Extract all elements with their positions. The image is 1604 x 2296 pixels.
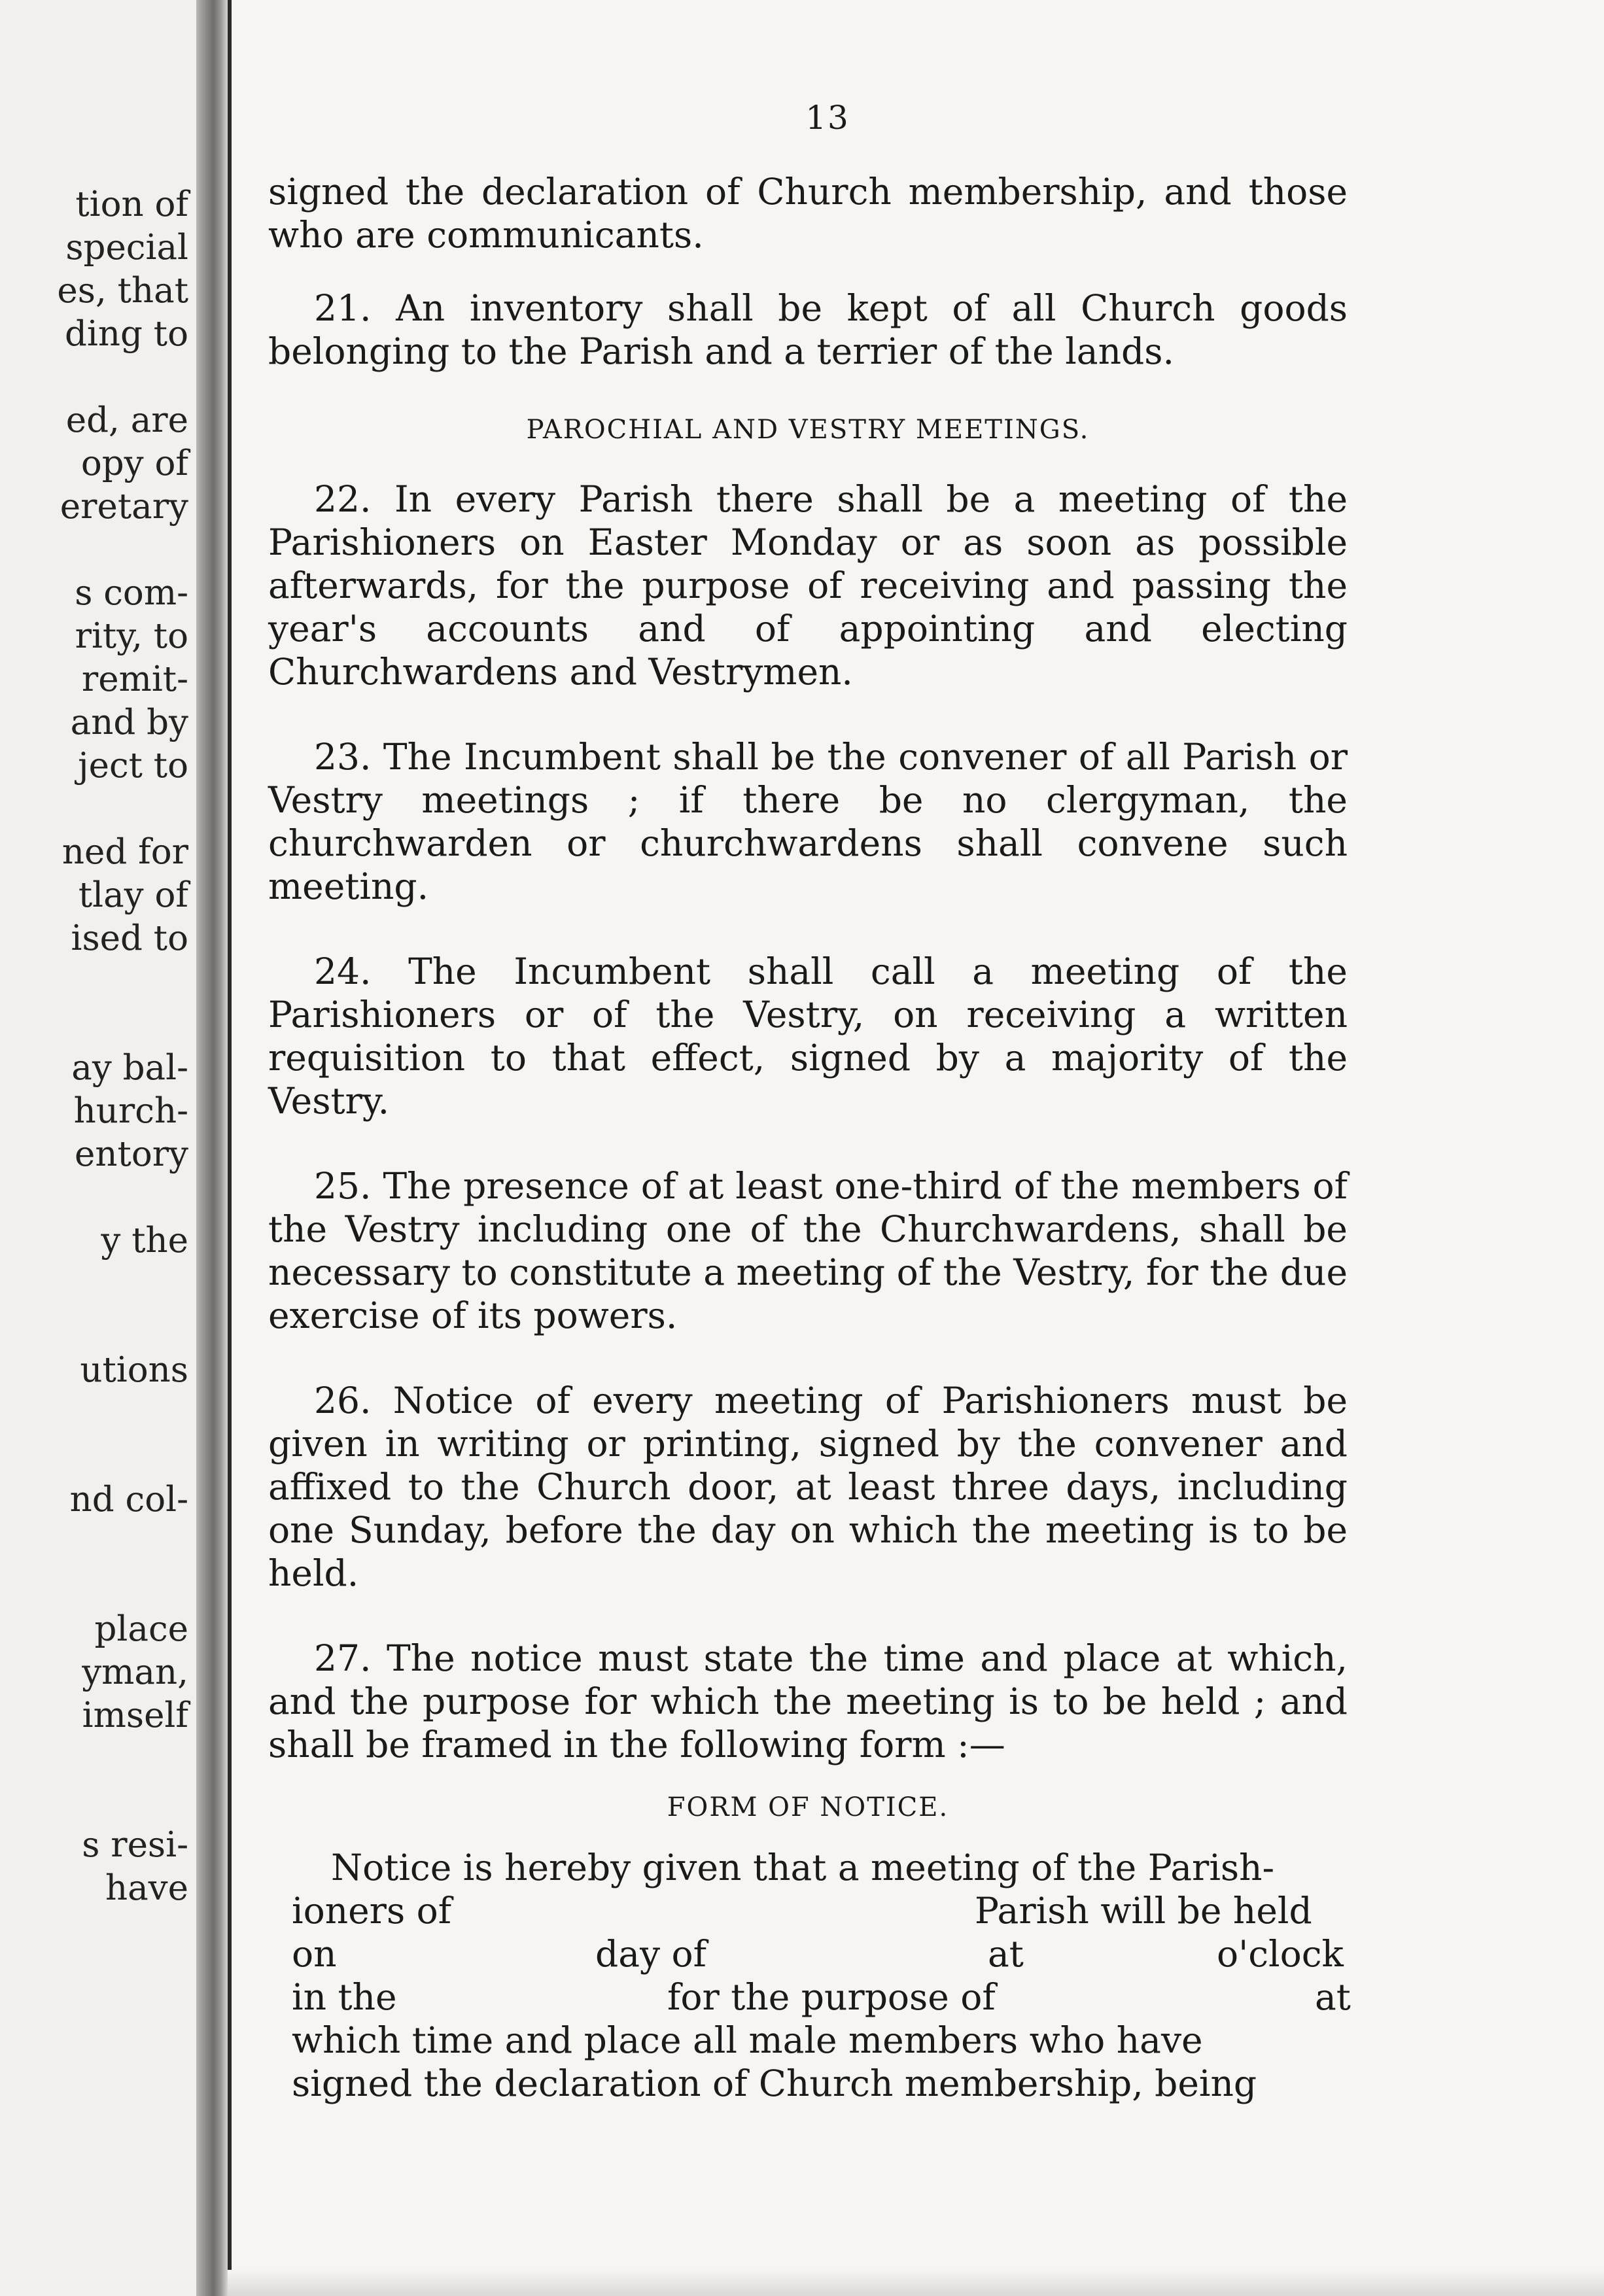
- page-edge: [228, 0, 232, 2296]
- facing-page-text-fragment: utions: [80, 1350, 188, 1390]
- paragraph-26: 26. Notice of every meeting of Parishioners must be given in writing or printing, signed by the convener and affixed to the Church door, at least three days, including one Sunday, before the day on which the meeting is to be held.: [268, 1380, 1348, 1594]
- facing-page-text-fragment: have: [105, 1868, 188, 1908]
- facing-page-text-fragment: ject to: [78, 746, 188, 786]
- section-heading-meetings: PAROCHIAL AND VESTRY MEETINGS.: [526, 415, 1090, 445]
- facing-page-text-fragment: ay bal-: [71, 1048, 188, 1088]
- facing-page-text-fragment: yman,: [82, 1652, 188, 1692]
- facing-page-text-fragment: s com-: [75, 573, 188, 613]
- facing-page-text-fragment: ed, are: [65, 400, 188, 440]
- form-line-5: which time and place all male members who have: [292, 2019, 1203, 2061]
- facing-page-text-fragment: entory: [75, 1134, 188, 1174]
- form-line-1: Notice is hereby given that a meeting of the Parish-: [331, 1847, 1275, 1888]
- paragraph-22: 22. In every Parish there shall be a meeting of the Parishioners on Easter Monday or as soon as possible afterwards, for the purpose of receiving and passing the year's accounts and of appointing and electing Churchwardens and Vestrymen.: [268, 478, 1348, 693]
- facing-page-text-fragment: tlay of: [78, 875, 188, 915]
- paragraph-21: 21. An inventory shall be kept of all Church goods belonging to the Parish and a terrier of the lands.: [268, 287, 1348, 372]
- facing-page-text-fragment: y the: [101, 1221, 188, 1261]
- page-body: [268, 98, 1351, 2105]
- facing-page-text-fragment: eretary: [60, 487, 188, 527]
- form-line-6: signed the declaration of Church membership, being: [292, 2062, 1257, 2104]
- section-heading-form: FORM OF NOTICE.: [667, 1792, 949, 1822]
- facing-page-text-fragment: es, that: [57, 271, 188, 311]
- paragraph-25: 25. The presence of at least one-third of the members of the Vestry including one of the Churchwardens, shall be necessary to constitute a meeting of the Vestry, for the due exercise of its powers.: [268, 1165, 1348, 1336]
- facing-page-text-fragment: ding to: [65, 314, 188, 354]
- paragraph-continued: signed the declaration of Church membership, and those who are communicants.: [268, 171, 1348, 256]
- form-line-2: ioners of Parish will be held: [292, 1890, 1312, 1932]
- facing-page-text-fragment: rity, to: [75, 616, 188, 656]
- facing-page-text-fragment: hurch-: [73, 1091, 188, 1131]
- facing-page-text-fragment: remit-: [81, 659, 188, 699]
- facing-page-text-fragment: nd col-: [69, 1480, 188, 1520]
- facing-page-text-fragment: imself: [82, 1696, 188, 1735]
- facing-page-text-fragment: place: [94, 1609, 188, 1649]
- facing-page-text-fragment: ised to: [71, 918, 188, 958]
- paragraph-24: 24. The Incumbent shall call a meeting of the Parishioners or of the Vestry, on receiving a written requisition to that effect, signed by a majority of the Vestry.: [268, 950, 1348, 1122]
- facing-page-text-fragment: ned for: [61, 832, 188, 872]
- page-number: 13: [805, 99, 850, 137]
- facing-page-text-fragment: s resi-: [82, 1825, 188, 1865]
- facing-page-text-fragment: special: [65, 228, 188, 268]
- paragraph-27: 27. The notice must state the time and place at which, and the purpose for which the meeting is to be held ; and shall be framed in the following form :—: [268, 1637, 1348, 1765]
- facing-page-margin: [0, 0, 196, 2296]
- form-line-3: on day of at o'clock: [292, 1933, 1344, 1975]
- book-gutter: [196, 0, 228, 2296]
- paragraph-23: 23. The Incumbent shall be the convener of all Parish or Vestry meetings ; if there be no clergyman, the churchwarden or churchwardens shall convene such meeting.: [268, 736, 1348, 907]
- page-bottom-shadow: [228, 2270, 1604, 2296]
- facing-page-text-fragment: opy of: [80, 444, 188, 483]
- facing-page-text-fragment: and by: [70, 703, 188, 742]
- form-line-4: in the for the purpose of at: [292, 1976, 1351, 2018]
- facing-page-text-fragment: tion of: [75, 184, 188, 224]
